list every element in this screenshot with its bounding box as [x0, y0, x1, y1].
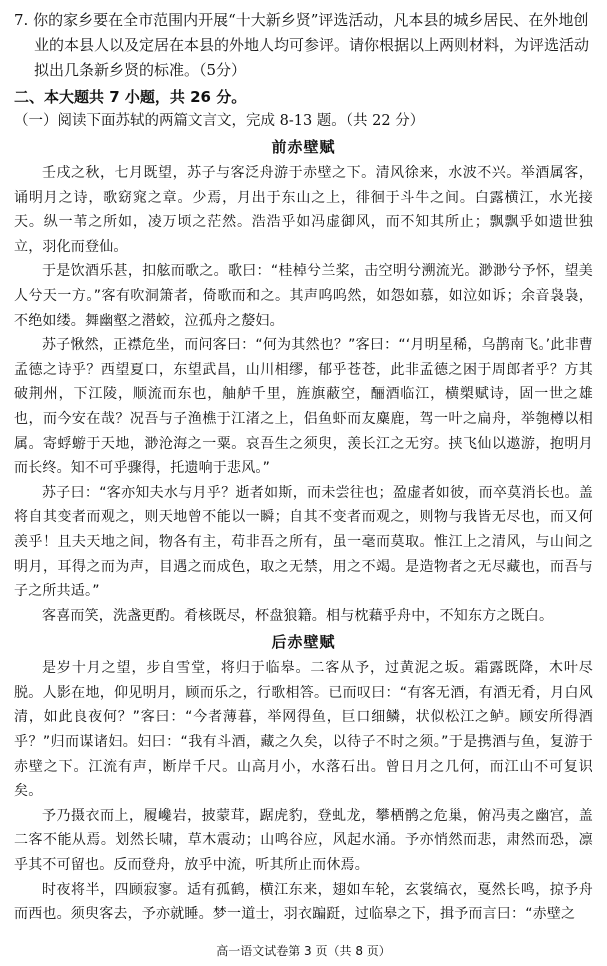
essay-1-paragraph: 客喜而笑，洗盏更酌。肴核既尽，杯盘狼籍。相与枕藉乎舟中，不知东方之既白。 [42, 607, 554, 624]
essay-2-paragraph: 予乃摄衣而上，履巉岩，披蒙茸，踞虎豹，登虬龙，攀栖鹘之危巢，俯冯夷之幽宫，盖二客不能从焉。划然长啸，草木震动；山鸣谷应，风起水涌。予亦悄然而悲，肃然而恐，凛乎其不可留也。反而登舟，放乎中流，听其所止而休焉。 [14, 807, 593, 874]
essay-1-paragraph: 苏子愀然，正襟危坐，而问客曰：“何为其然也？”客曰：“‘月明星稀，乌鹊南飞。’此非曹孟德之诗乎？西望夏口，东望武昌，山川相缪，郁乎苍苍，此非孟德之困于周郎者乎？方其破荆州，下江陵，顺流而东也，舳舻千里，旌旗蔽空，酾酒临江，横槊赋诗，固一世之雄也，而今安在哉？况吾与子渔樵于江渚之上，侣鱼虾而友麋鹿，驾一叶之扁舟，举匏樽以相属。寄蜉蝣于天地，渺沧海之一粟。哀吾生之须臾，羡长江之无穷。挟飞仙以遨游，抱明月而长终。知不可乎骤得，托遗响于悲风。” [14, 337, 593, 477]
essay-1-paragraph: 壬戌之秋，七月既望，苏子与客泛舟游于赤壁之下。清风徐来，水波不兴。举酒属客，诵明月之诗，歌窈窕之章。少焉，月出于东山之上，徘徊于斗牛之间。白露横江，水光接天。纵一苇之所如，凌万顷之茫然。浩浩乎如冯虚御风，而不知其所止；飘飘乎如遗世独立，羽化而登仙。 [14, 165, 593, 255]
essay-2-paragraph: 时夜将半，四顾寂寥。适有孤鹤，横江东来，翅如车轮，玄裳缟衣，戛然长鸣，掠予舟而西也。须臾客去，予亦就睡。梦一道士，羽衣蹁跹，过临皋之下，揖予而言曰：“赤壁之 [14, 881, 593, 923]
question-7-line-2: 业的本县人以及定居在本县的外地人均可参评。请你根据以上两则材料，为评选活动 [34, 36, 590, 54]
question-7-line-1: 7. 你的家乡要在全市范围内开展“十大新乡贤”评选活动，凡本县的城乡居民、在外地创 [14, 11, 589, 29]
question-7-line-3: 拟出几条新乡贤的标准。（5分） [34, 61, 247, 79]
essay-2-paragraph: 是岁十月之望，步自雪堂，将归于临皋。二客从予，过黄泥之坂。霜露既降，木叶尽脱。人影在地，仰见明月，顾而乐之，行歌相答。已而叹曰：“有客无酒，有酒无肴，月白风清，如此良夜何？”客曰：“今者薄暮，举网得鱼，巨口细鳞，状似松江之鲈。顾安所得酒乎？”归而谋诸妇。妇曰：“我有斗酒，藏之久矣，以待子不时之须。”于是携酒与鱼，复游于赤壁之下。江流有声，断岸千尺。山高月小，水落石出。曾日月之几何，而江山不可复识矣。 [14, 660, 594, 800]
page-footer: 高一语文试卷第 3 页（共 8 页） [216, 944, 391, 958]
essay-2-title: 后赤壁赋 [271, 633, 336, 652]
essay-1-title: 前赤壁赋 [271, 138, 336, 156]
question-7 [14, 8, 593, 83]
section-heading: 二、本大题共 7 小题，共 26 分。 [14, 88, 247, 106]
sub-heading: （一）阅读下面苏轼的两篇文言文，完成 8-13 题。（共 22 分） [14, 113, 425, 129]
essay-1-paragraph: 苏子曰：“客亦知夫水与月乎？逝者如斯，而未尝往也；盈虚者如彼，而卒莫消长也。盖将自其变者而观之，则天地曾不能以一瞬；自其不变者而观之，则物与我皆无尽也，而又何羡乎！且夫天地之间，物各有主，苟非吾之所有，虽一毫而莫取。惟江上之清风，与山间之明月，耳得之而为声，目遇之而成色，取之无禁，用之不竭。是造物者之无尽藏也，而吾与子之所共适。” [14, 484, 593, 600]
essay-1-paragraph: 于是饮酒乐甚，扣舷而歌之。歌曰：“桂棹兮兰桨，击空明兮溯流光。渺渺兮予怀，望美人兮天一方。”客有吹洞箫者，倚歌而和之。其声呜呜然，如怨如慕，如泣如诉；余音袅袅，不绝如缕。舞幽壑之潜蛟，泣孤舟之嫠妇。 [14, 263, 593, 329]
